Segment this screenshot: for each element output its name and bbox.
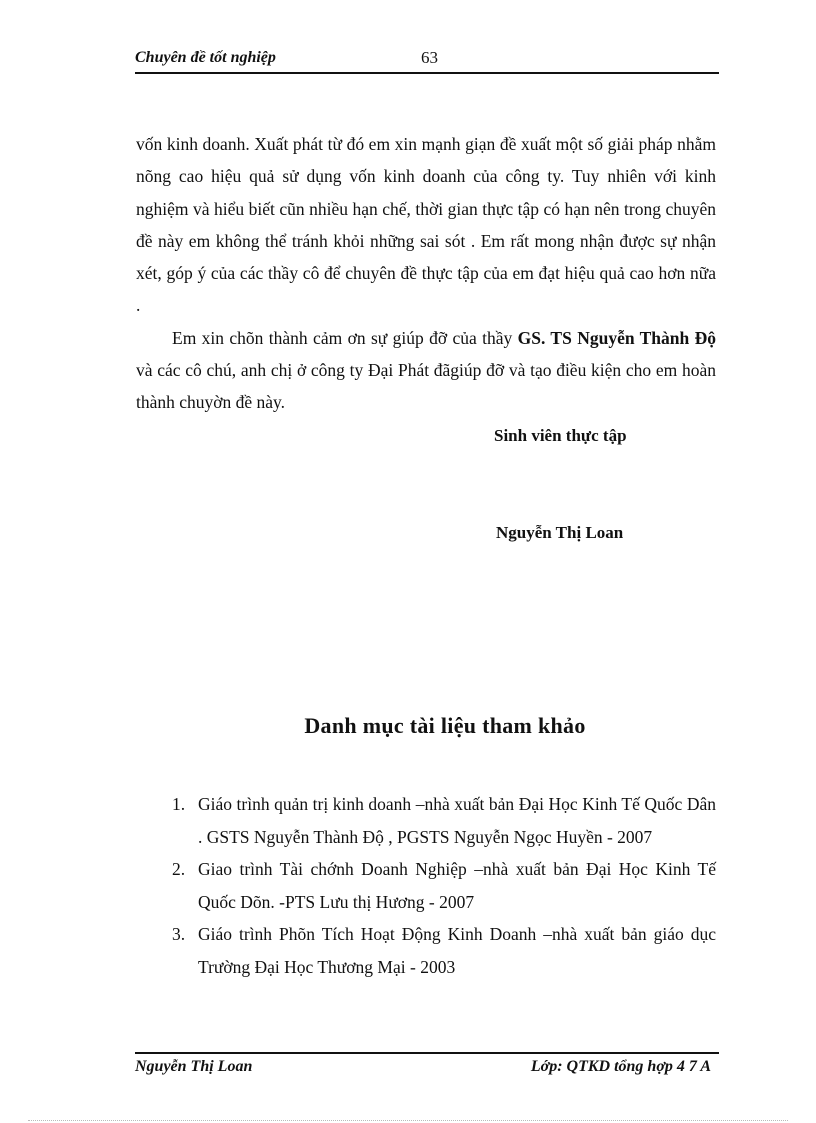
reference-index: 3. — [172, 924, 186, 944]
signature-name: Nguyễn Thị Loan — [496, 523, 624, 542]
footer-author: Nguyễn Thị Loan — [135, 1058, 253, 1075]
page-number: 63 — [421, 48, 438, 67]
advisor-name: GS. TS Nguyễn Thành Độ — [517, 327, 716, 348]
reference-item — [170, 853, 716, 918]
paragraph-1: vốn kinh doanh. Xuất phát từ đó em xin mạnh giạn đề xuất một số giải pháp nhằm nõng cao hiệu quả sử dụng vốn kinh doanh của công ty. Tuy nhiên với kinh nghiệm và hiểu biết cũn nhiều hạn chế, thời gian thực tập có hạn nên trong chuyên đề này em không thể tránh khỏi những sai sót . Em rất mong nhận được sự nhận xét, góp ý của các thầy cô để chuyên đề thực tập của em đạt hiệu quả cao hơn nữa . — [136, 134, 716, 316]
body-text — [136, 128, 716, 419]
paragraph-2-start: Em xin chõn thành cảm ơn sự giúp đỡ của thầy — [172, 327, 518, 348]
page-footer — [135, 1052, 719, 1080]
reference-text: Giáo trình Phõn Tích Hoạt Động Kinh Doanh –nhà xuất bản giáo dục Trường Đại Học Thương Mại - 2003 — [198, 924, 716, 977]
signature-role: Sinh viên thực tập — [494, 426, 627, 445]
reference-text: Giáo trình quản trị kinh doanh –nhà xuất bản Đại Học Kinh Tế Quốc Dân . GSTS Nguyễn Thành Độ , PGSTS Nguyễn Ngọc Huyền - 2007 — [198, 794, 716, 847]
references-title: Danh mục tài liệu tham khảo — [304, 713, 586, 738]
page-header — [135, 47, 719, 74]
reference-index: 1. — [172, 794, 186, 814]
reference-text: Giao trình Tài chớnh Doanh Nghiệp –nhà xuất bản Đại Học Kinh Tế Quốc Dõn. -PTS Lưu thị Hương - 2007 — [198, 859, 716, 912]
paragraph-2-end: và các cô chú, anh chị ở công ty Đại Phát đãgiúp đỡ và tạo điều kiện cho em hoàn thành chuyờn đề này. — [136, 360, 716, 413]
reference-item — [170, 788, 716, 853]
paragraph-2 — [136, 322, 716, 419]
reference-item — [170, 918, 716, 983]
references-list — [170, 788, 716, 983]
page-bottom-divider — [28, 1120, 788, 1121]
reference-index: 2. — [172, 859, 186, 879]
footer-class: Lớp: QTKD tổng hợp 4 7 A — [530, 1058, 711, 1075]
header-title: Chuyên đề tốt nghiệp — [135, 49, 276, 66]
